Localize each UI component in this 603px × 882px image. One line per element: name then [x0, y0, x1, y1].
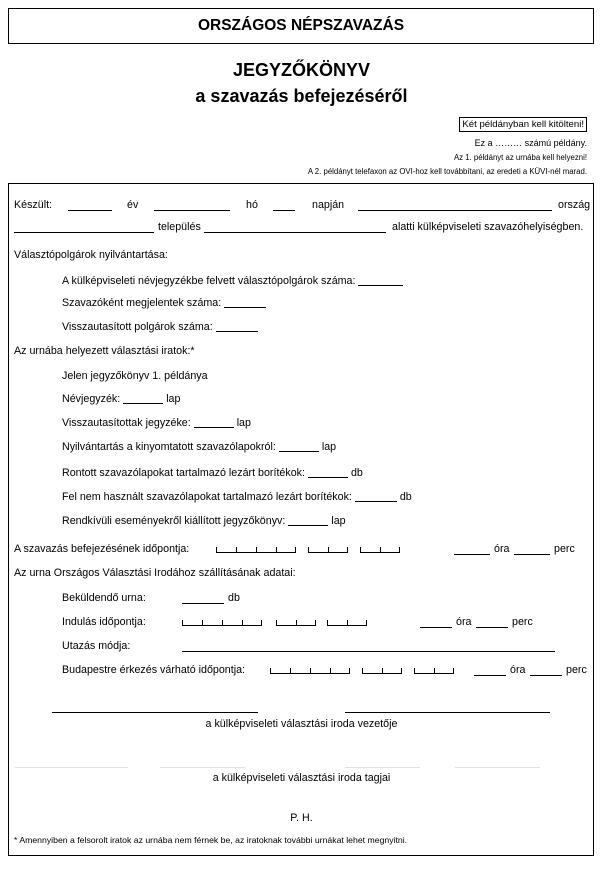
arrival-day-digit-boxes: [414, 668, 454, 674]
registry-row-enrolled: [62, 275, 403, 287]
transport-heading: Az urna Országos Választási Irodához szállításának adatai:: [14, 567, 296, 579]
arrival-hour-blank: [474, 675, 506, 676]
member-signature-line: [160, 767, 245, 768]
arrival-minute-label: perc: [566, 664, 587, 676]
arrival-hour-label: óra: [510, 664, 526, 676]
document-item: [62, 441, 336, 453]
digit-cell: [276, 547, 296, 553]
digit-cell: [382, 668, 402, 674]
document-item-blank: [123, 393, 163, 404]
document-item-blank: [279, 441, 319, 452]
arrival-label: Budapestre érkezés várható időpontja:: [62, 664, 245, 676]
digit-cell: [202, 620, 222, 626]
first-copy-note: Az 1. példányt az urnába kell helyezni!: [453, 153, 587, 162]
location-label: alatti külképviseleti szavazóhelyiségben.: [392, 221, 584, 233]
digit-cell: [182, 620, 202, 626]
document-item-unit: lap: [236, 417, 251, 429]
departure-hour-blank: [420, 627, 452, 628]
enrolled-blank: [358, 275, 403, 286]
departure-year-digit-boxes: [182, 620, 262, 626]
digit-cell: [290, 668, 310, 674]
departure-month-digit-boxes: [276, 620, 316, 626]
urn-unit: db: [228, 592, 240, 604]
members-signature-caption: a külképviseleti választási iroda tagjai: [212, 772, 391, 784]
head-signature-caption: a külképviseleti választási iroda vezetője: [205, 718, 398, 730]
day-label: napján: [312, 199, 345, 211]
travel-mode-label: Utazás módja:: [62, 640, 131, 652]
closing-minute-blank: [514, 554, 550, 555]
document-item: [62, 491, 412, 503]
urn-count-blank: [182, 603, 224, 604]
settlement-blank: [14, 232, 154, 233]
digit-cell: [327, 620, 347, 626]
urn-label: Beküldendő urna:: [62, 592, 146, 604]
document-title: JEGYZŐKÖNYV: [232, 60, 371, 80]
closing-hour-label: óra: [494, 543, 510, 555]
member-signature-line: [455, 767, 540, 768]
document-item-label: Jelen jegyzőkönyv 1. példánya: [62, 370, 208, 382]
departure-minute-label: perc: [512, 616, 533, 628]
signature-line: [52, 712, 258, 713]
digit-cell: [362, 668, 382, 674]
digit-cell: [414, 668, 434, 674]
closing-minute-label: perc: [554, 543, 575, 555]
arrival-minute-blank: [530, 675, 562, 676]
member-signature-line: [345, 767, 420, 768]
document-item-unit: lap: [331, 515, 346, 527]
departure-label: Indulás időpontja:: [62, 616, 146, 628]
rejected-blank: [216, 321, 258, 332]
document-item-label: Nyilvántartás a kinyomtatott szavazólapokról:: [62, 441, 276, 453]
digit-cell: [236, 547, 256, 553]
year-label: év: [127, 199, 139, 211]
travel-mode-blank: [182, 651, 555, 652]
digit-cell: [330, 668, 350, 674]
digit-cell: [276, 620, 296, 626]
copies-notice: Két példányban kell kitölteni!: [459, 117, 587, 132]
made-label: Készült:: [14, 199, 53, 211]
document-item: [62, 417, 251, 429]
digit-cell: [347, 620, 367, 626]
digit-cell: [310, 668, 330, 674]
digit-cell: [296, 620, 316, 626]
registry-heading: Választópolgárok nyilvántartása:: [14, 249, 168, 261]
member-signature-line: [15, 767, 128, 768]
document-item-blank: [355, 491, 397, 502]
departure-hour-label: óra: [456, 616, 472, 628]
copy-number-note: Ez a ……… számú példány.: [474, 138, 587, 148]
document-item: [62, 370, 208, 382]
document-item: [62, 467, 363, 479]
closing-year-digit-boxes: [216, 547, 296, 553]
referendum-title: ORSZÁGOS NÉPSZAVAZÁS: [197, 17, 405, 34]
documents-heading: Az urnába helyezett választási iratok:*: [14, 345, 195, 357]
month-label: hó: [246, 199, 258, 211]
digit-cell: [434, 668, 454, 674]
day-blank: [273, 210, 295, 211]
document-item: [62, 515, 346, 527]
signature-line: [345, 712, 550, 713]
location-blank: [204, 232, 386, 233]
digit-cell: [308, 547, 328, 553]
document-item-blank: [288, 515, 328, 526]
country-blank: [358, 210, 552, 211]
document-item-label: Fel nem használt szavazólapokat tartalmazó lezárt borítékok:: [62, 491, 352, 503]
digit-cell: [242, 620, 262, 626]
month-blank: [154, 210, 230, 211]
document-item-label: Rontott szavazólapokat tartalmazó lezárt borítékok:: [62, 467, 305, 479]
closing-time-label: A szavazás befejezésének időpontja:: [14, 543, 190, 555]
document-item-unit: db: [399, 491, 412, 503]
closing-month-digit-boxes: [308, 547, 348, 553]
document-item-unit: lap: [166, 393, 181, 405]
enrolled-label: A külképviseleti névjegyzékbe felvett választópolgárok száma:: [62, 275, 356, 287]
closing-hour-blank: [454, 554, 490, 555]
document-item: [62, 393, 180, 405]
digit-cell: [256, 547, 276, 553]
voted-label: Szavazóként megjelentek száma:: [62, 297, 222, 309]
closing-day-digit-boxes: [360, 547, 400, 553]
arrival-year-digit-boxes: [270, 668, 350, 674]
digit-cell: [222, 620, 242, 626]
country-label: ország: [558, 199, 591, 211]
year-blank: [68, 210, 112, 211]
document-item-label: Névjegyzék:: [62, 393, 121, 405]
second-copy-note: A 2. példányt telefaxon az OVI-hoz kell továbbítani, az eredeti a KÜVI-nél marad.: [307, 167, 587, 176]
digit-cell: [328, 547, 348, 553]
departure-minute-blank: [476, 627, 508, 628]
registry-row-voted: [62, 297, 266, 309]
digit-cell: [360, 547, 380, 553]
registry-row-rejected: [62, 321, 258, 333]
stamp-placeholder: P. H.: [290, 812, 313, 824]
settlement-label: település: [158, 221, 201, 233]
arrival-month-digit-boxes: [362, 668, 402, 674]
departure-day-digit-boxes: [327, 620, 367, 626]
document-item-unit: db: [350, 467, 363, 479]
document-item-label: Rendkívüli eseményekről kiállított jegyzőkönyv:: [62, 515, 286, 527]
digit-cell: [380, 547, 400, 553]
footnote: * Amennyiben a felsorolt iratok az urnába nem férnek be, az iratoknak további urnákat lehet megnyitni.: [14, 835, 408, 845]
digit-cell: [270, 668, 290, 674]
document-subtitle: a szavazás befejezéséről: [195, 86, 408, 106]
document-item-label: Visszautasítottak jegyzéke:: [62, 417, 191, 429]
document-item-unit: lap: [321, 441, 337, 453]
document-item-blank: [308, 467, 348, 478]
document-item-blank: [194, 417, 234, 428]
rejected-label: Visszautasított polgárok száma:: [62, 321, 213, 333]
voted-blank: [224, 297, 266, 308]
digit-cell: [216, 547, 236, 553]
